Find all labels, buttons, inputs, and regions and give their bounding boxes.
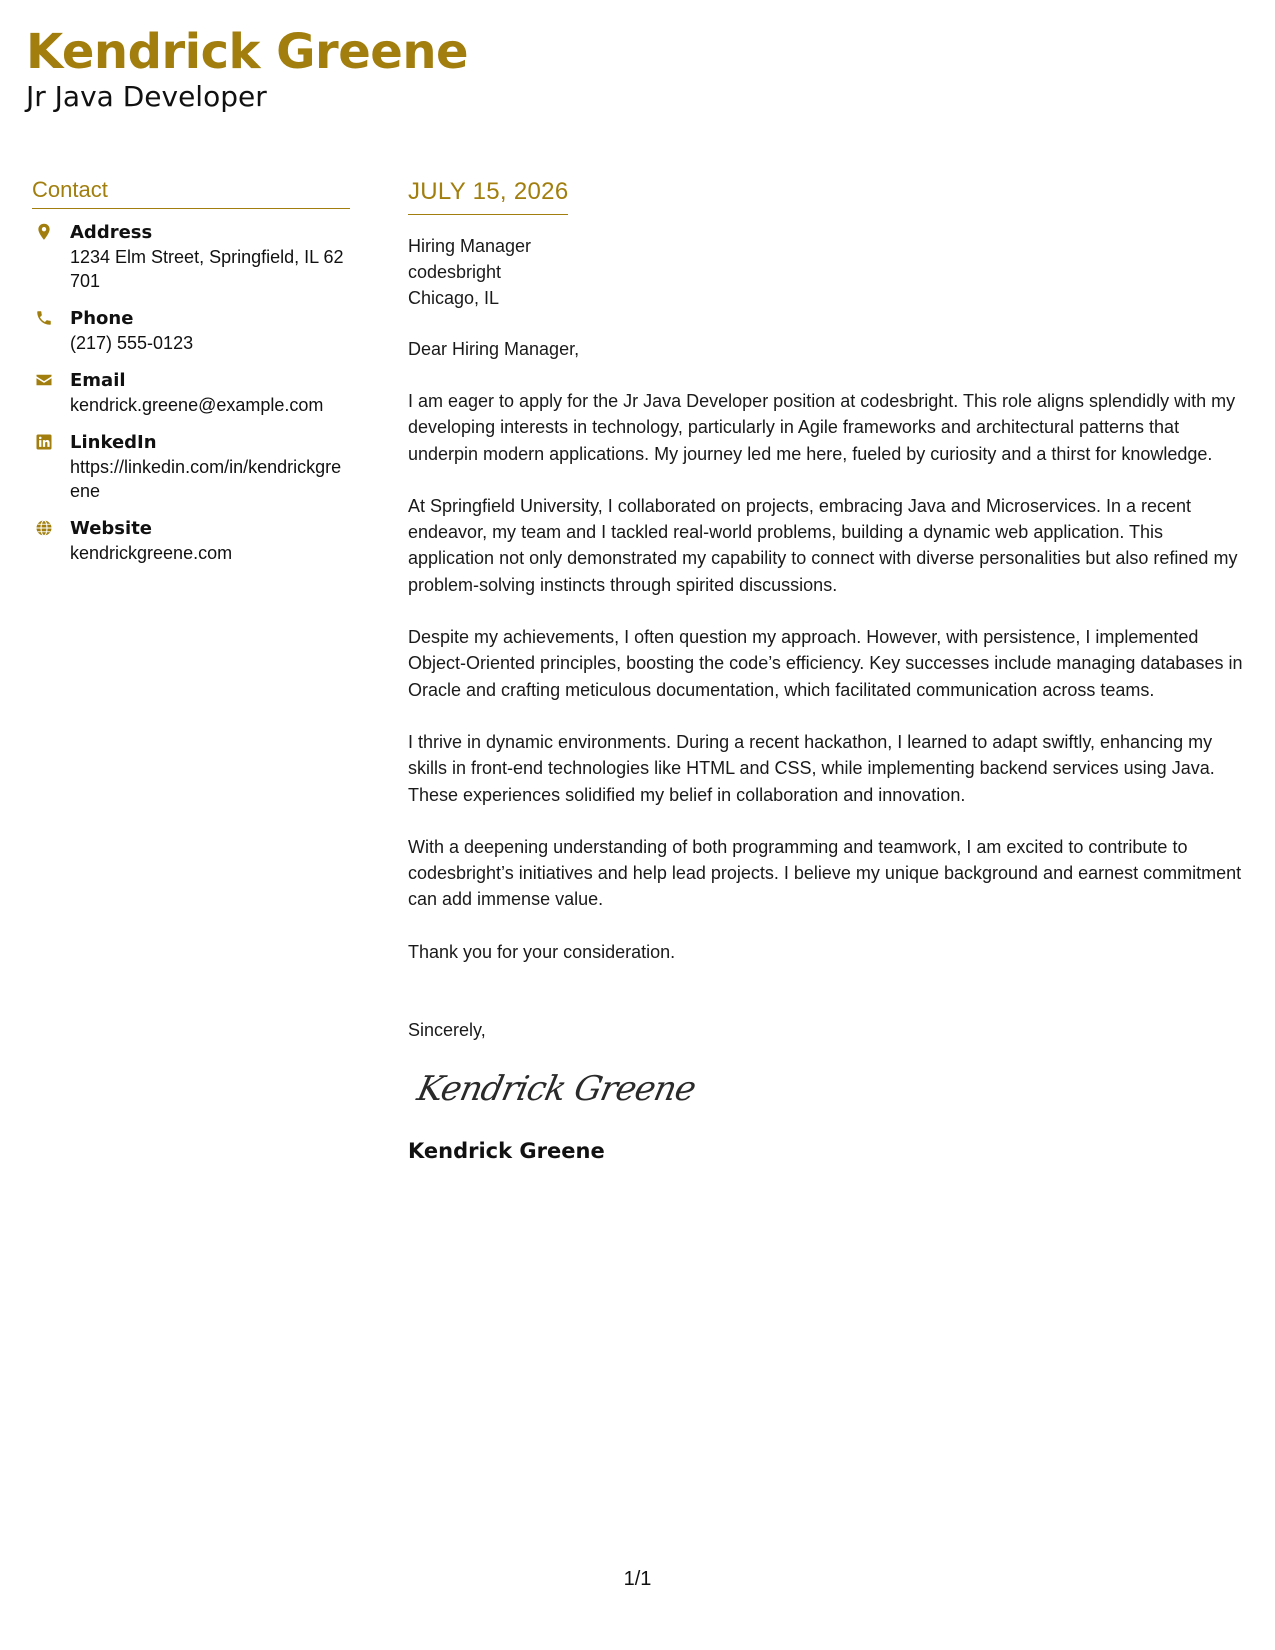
website-value[interactable]: kendrickgreene.com — [70, 543, 233, 563]
salutation: Dear Hiring Manager, — [408, 339, 580, 359]
handwritten-signature: Kendrick Greene — [413, 1069, 699, 1110]
recipient-block — [408, 233, 1248, 311]
job-title: Jr Java Developer — [26, 80, 267, 113]
contact-address — [32, 221, 350, 293]
phone-icon — [35, 309, 53, 327]
letter-paragraph: I am eager to apply for the Jr Java Developer position at codesbright. This role aligns splendidly with my developing interests in technology, particularly in Agile frameworks and architectural patterns that underpin modern applications. My journey led me here, fueled by curiosity and a thirst for knowledge. — [408, 391, 1236, 464]
page-number: 1/1 — [623, 1568, 652, 1590]
contact-website — [32, 517, 350, 565]
letter-paragraph: At Springfield University, I collaborated on projects, embracing Java and Microservices. In a recent endeavor, my team and I tackled real-world problems, building a dynamic web application. This application not only demonstrated my capability to connect with diverse personalities but also refined my problem-solving instincts through spirited discussions. — [408, 495, 1238, 595]
header — [26, 24, 468, 114]
map-pin-icon — [35, 223, 53, 241]
envelope-icon — [35, 371, 53, 389]
letter-date: JULY 15, 2026 — [408, 176, 568, 215]
globe-icon — [35, 519, 53, 537]
letter-paragraph: Thank you for your consideration. — [408, 941, 676, 962]
recipient-title: Hiring Manager — [408, 236, 532, 256]
letter-paragraph: Despite my achievements, I often question my approach. However, with persistence, I implemented Object-Oriented principles, boosting the code’s efficiency. Key successes include managing databases in Oracle and crafting meticulous documentation, which facilitated communication across teams. — [408, 627, 1243, 700]
letter-paragraph: I thrive in dynamic environments. During a recent hackathon, I learned to adapt swiftly, enhancing my skills in front-end technologies like HTML and CSS, while implementing backend services using Java. These experiences solidified my belief in collaboration and innovation. — [408, 731, 1215, 805]
phone-value: (217) 555-0123 — [70, 333, 194, 353]
website-label: Website — [70, 518, 153, 539]
email-label: Email — [70, 370, 126, 391]
signed-name: Kendrick Greene — [408, 1139, 605, 1164]
letter-body — [408, 176, 1248, 1165]
contact-email — [32, 369, 350, 417]
linkedin-icon — [35, 433, 53, 451]
recipient-location: Chicago, IL — [408, 288, 500, 308]
recipient-company: codesbright — [408, 262, 502, 282]
phone-label: Phone — [70, 308, 134, 329]
letter-paragraph: With a deepening understanding of both programming and teamwork, I am excited to contribute to codesbright’s initiatives and help lead projects. I believe my unique background and earnest commitment can add immense value. — [408, 836, 1242, 910]
candidate-name: Kendrick Greene — [26, 24, 469, 80]
contact-phone — [32, 307, 350, 355]
linkedin-value[interactable]: https://linkedin.com/in/kendrickgreene — [70, 457, 342, 501]
email-value[interactable]: kendrick.greene@example.com — [70, 395, 324, 415]
linkedin-label: LinkedIn — [70, 432, 157, 453]
contact-sidebar — [32, 176, 350, 579]
contact-linkedin — [32, 431, 350, 503]
contact-heading: Contact — [32, 176, 350, 209]
closing: Sincerely, — [408, 1020, 486, 1041]
address-value: 1234 Elm Street, Springfield, IL 62701 — [70, 247, 344, 291]
address-label: Address — [70, 222, 153, 243]
signature-image — [408, 1065, 1248, 1121]
